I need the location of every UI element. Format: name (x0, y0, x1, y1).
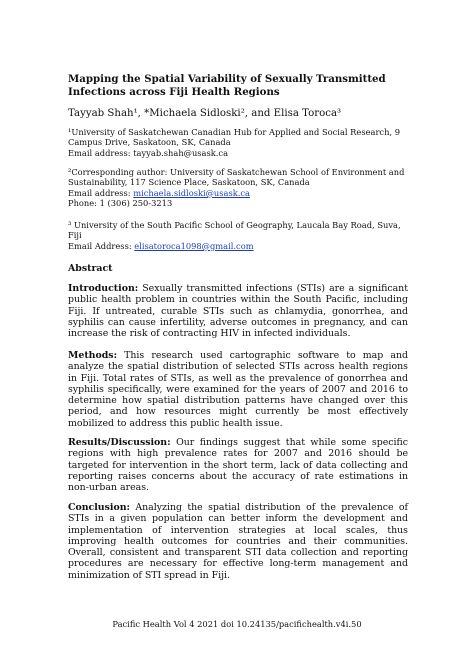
abstract-heading: Abstract (68, 263, 113, 274)
affiliation-2-line-2: Sustainability, 117 Science Place, Saskatoon, SK, Canada (68, 177, 310, 188)
affiliation-2-line-1: ²Corresponding author: University of Saskatchewan School of Environment and (68, 167, 405, 177)
affiliation-3-email-row (68, 241, 413, 251)
affiliation-1-line-2: Campus Drive, Saskatoon, SK, Canada (68, 137, 231, 148)
abstract-introduction (68, 283, 408, 339)
affiliation-2-email-link[interactable]: michaela.sidloski@usask.ca (133, 187, 250, 198)
email-label: Email address: (68, 147, 134, 158)
abstract-conclusion (68, 502, 408, 581)
email-label: Email Address: (68, 240, 135, 251)
section-label-conclusion: Conclusion: (68, 502, 130, 513)
section-text-conclusion: Analyzing the spatial distribution of the prevalence of STIs in a given population can better inform the development and implementation of intervention strategies at local scales, thus improving health outcomes for countries and their communities. Overall, consistent and transparent STI data collection and reporting procedures are necessary for effective long-term management and minimization of STI spread in Fiji. (68, 502, 408, 581)
section-label-results: Results/Discussion: (68, 437, 171, 448)
abstract-methods (68, 350, 408, 429)
affiliation-1-line-1: ¹University of Saskatchewan Canadian Hub for Applied and Social Research, 9 (68, 127, 400, 137)
affiliation-1-email-row (68, 148, 413, 158)
section-text-introduction: Sexually transmitted infections (STIs) are a significant public health problem in countries within the South Pacific, including Fiji. If untreated, curable STIs such as chlamydia, gonorrhea, and syphilis can cause infertility, adverse outcomes in pregnancy, and can increase the risk of contracting HIV in infected individuals. (68, 283, 408, 340)
paper-title: Mapping the Spatial Variability of Sexually Transmitted Infections across Fiji Health Regions (68, 73, 386, 98)
section-text-results: Our findings suggest that while some specific regions with high prevalence rates for 2007 and 2016 should be targeted for intervention in the short term, lack of data collecting and reporting raises concerns about the accuracy of rate estimations in non-urban areas. (68, 437, 408, 494)
affiliation-2 (68, 167, 413, 209)
affiliation-3-line-1: ³ University of the South Pacific School of Geography, Laucala Bay Road, Suva, Fiji (68, 220, 401, 241)
email-label: Email address: (68, 187, 134, 198)
affiliation-1-email: tayyab.shah@usask.ca (133, 147, 229, 158)
affiliation-2-email-row (68, 188, 413, 198)
affiliation-3-email-link[interactable]: elisatoroca1098@gmail.com (134, 240, 254, 251)
affiliation-1 (68, 127, 413, 158)
page-footer: Pacific Health Vol 4 2021 doi 10.24135/pacifichealth.v4i.50 (112, 619, 362, 629)
section-label-introduction: Introduction: (68, 283, 139, 294)
abstract-results (68, 437, 408, 493)
author-list: Tayyab Shah¹, *Michaela Sidloski², and Elisa Toroca³ (68, 108, 342, 119)
section-label-methods: Methods: (68, 350, 118, 361)
affiliation-2-phone: Phone: 1 (306) 250-3213 (68, 198, 173, 209)
section-text-methods: This research used cartographic software to map and analyze the spatial distribution of selected STIs across health regions in Fiji. Total rates of STIs, as well as the prevalence of gonorrhea and syphilis specifically, were examined for the years of 2007 and 2016 to determine how spatial distribution patterns have changed over this period, and how resources might currently be most effectively mobilized to address this public health issue. (68, 350, 408, 429)
affiliation-3 (68, 220, 413, 251)
